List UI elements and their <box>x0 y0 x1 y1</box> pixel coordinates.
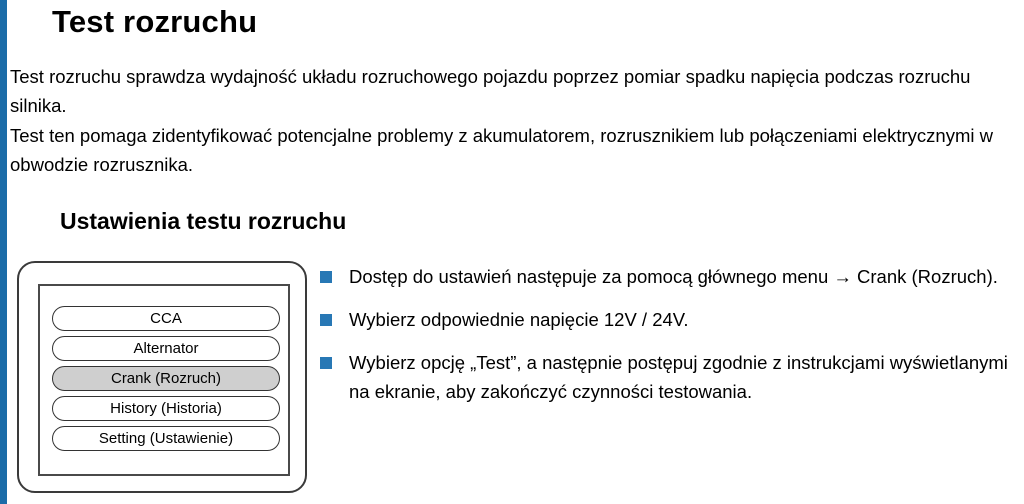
intro-paragraph-1: Test rozruchu sprawdza wydajność układu rozruchowego pojazdu poprzez pomiar spadku napięcia podczas rozruchu silnika. <box>10 66 971 116</box>
list-item <box>320 348 1020 406</box>
menu-item-history[interactable]: History (Historia) <box>52 396 280 421</box>
device-illustration <box>17 261 307 493</box>
menu-item-crank[interactable]: Crank (Rozruch) <box>52 366 280 391</box>
menu-item-cca[interactable]: CCA <box>52 306 280 331</box>
square-bullet-icon <box>320 314 332 326</box>
intro-paragraph-2: Test ten pomaga zidentyfikować potencjalne problemy z akumulatorem, rozrusznikiem lub połączeniami elektrycznymi w obwodzie rozrusznika. <box>10 125 993 175</box>
square-bullet-icon <box>320 271 332 283</box>
bullet-list <box>320 262 1020 420</box>
page-title: Test rozruchu <box>52 4 258 39</box>
device-menu-list <box>52 306 280 456</box>
list-item <box>320 262 1020 291</box>
section-heading: Ustawienia testu rozruchu <box>60 208 347 234</box>
menu-item-setting[interactable]: Setting (Ustawienie) <box>52 426 280 451</box>
bullet-text: Wybierz odpowiednie napięcie 12V / 24V. <box>349 309 689 330</box>
bullet-text: Dostęp do ustawień następuje za pomocą głównego menu → Crank (Rozruch). <box>349 266 998 287</box>
device-screen <box>38 284 290 476</box>
left-accent-bar <box>0 0 7 504</box>
bullet-text: Wybierz opcję „Test”, a następnie postępuj zgodnie z instrukcjami wyświetlanymi na ekranie, aby zakończyć czynności testowania. <box>349 352 1008 402</box>
list-item <box>320 305 1020 334</box>
menu-item-alternator[interactable]: Alternator <box>52 336 280 361</box>
square-bullet-icon <box>320 357 332 369</box>
